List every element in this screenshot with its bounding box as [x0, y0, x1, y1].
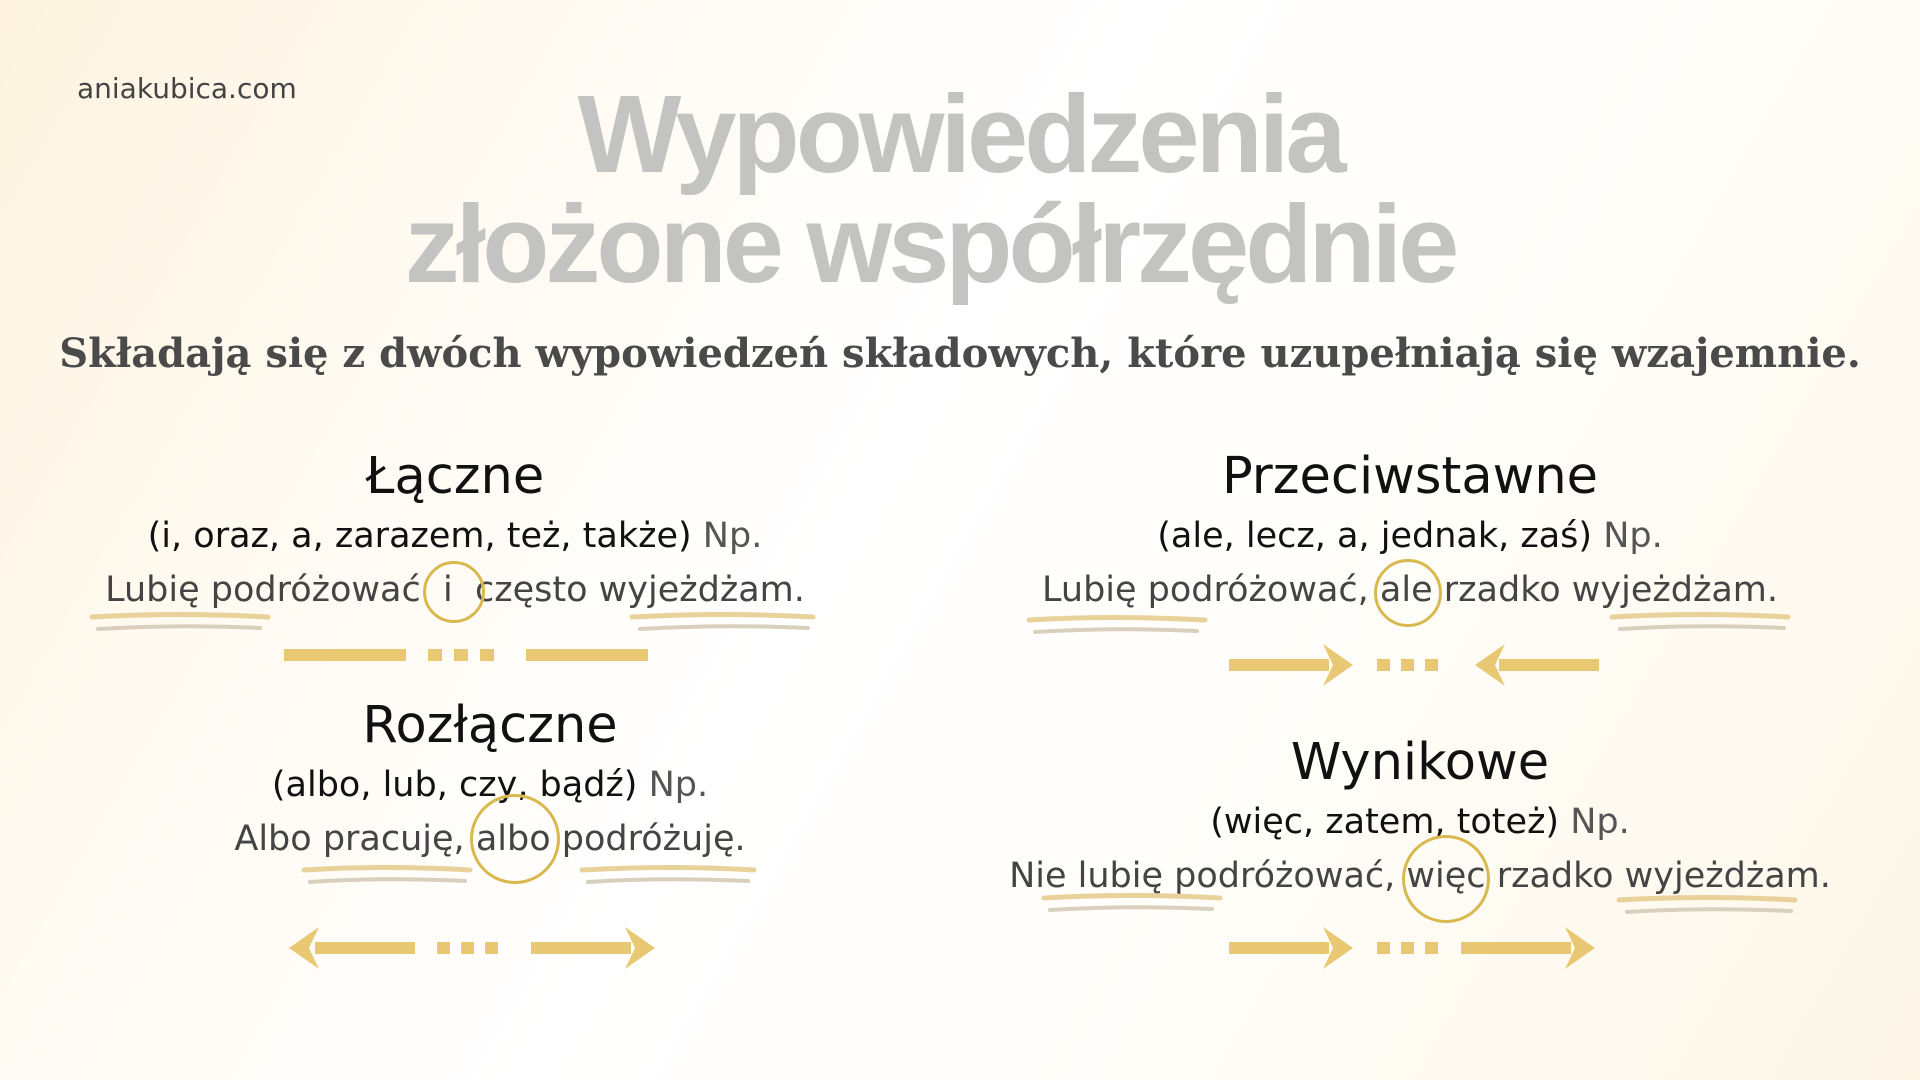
- page-title-line2: złożone współrzędnie: [404, 183, 1456, 306]
- section-laczne: [65, 445, 845, 617]
- section-heading: Rozłączne: [362, 696, 618, 755]
- conjunction-list: [1000, 795, 1840, 849]
- highlight-stroke: [88, 607, 273, 637]
- example-clause-1: Lubię podróżować: [105, 570, 421, 610]
- example-conjunction-text: ale: [1379, 570, 1433, 610]
- example-clause-1: Albo pracuję,: [234, 819, 465, 859]
- np-label: Np.: [648, 765, 709, 805]
- conjunction-list-text: (więc, zatem, toteż): [1210, 802, 1560, 842]
- section-heading: Łączne: [365, 447, 545, 506]
- diagram-arrows-inward: [1225, 640, 1605, 690]
- example-conjunction: [476, 812, 551, 866]
- conjunction-list-text: (albo, lub, czy, bądź): [271, 765, 638, 805]
- np-label: Np.: [702, 516, 763, 556]
- highlight-stroke: [628, 607, 818, 637]
- highlight-stroke: [1025, 610, 1210, 640]
- page-title-line1: Wypowiedzenia: [577, 73, 1343, 196]
- np-label: Np.: [1570, 802, 1630, 842]
- conjunction-list: [100, 758, 880, 812]
- conjunction-list: [1020, 509, 1800, 563]
- site-url: aniakubica.com: [77, 72, 297, 105]
- np-label: Np.: [1603, 516, 1663, 556]
- example-clause-2: podróżuję.: [561, 819, 746, 859]
- highlight-stroke: [1040, 888, 1225, 918]
- section-heading: Przeciwstawne: [1221, 447, 1599, 506]
- example-sentence: [100, 812, 880, 866]
- section-heading: Wynikowe: [1290, 733, 1550, 792]
- section-przeciwstawne: [1020, 445, 1800, 617]
- diagram-arrows-outward: [285, 923, 665, 973]
- example-clause-2: często wyjeżdżam.: [475, 570, 805, 610]
- conjunction-list-text: (ale, lecz, a, jednak, zaś): [1157, 516, 1593, 556]
- example-conjunction: [1406, 849, 1485, 903]
- example-conjunction-text: więc: [1406, 856, 1486, 896]
- diagram-arrows-forward: [1225, 923, 1605, 973]
- example-conjunction-text: albo: [475, 819, 551, 859]
- example-conjunction: [1380, 563, 1433, 617]
- example-conjunction-text: i: [443, 570, 453, 610]
- highlight-stroke: [1608, 607, 1793, 637]
- section-wynikowe: [1000, 731, 1840, 903]
- highlight-stroke: [1615, 890, 1800, 920]
- conjunction-list-text: (i, oraz, a, zarazem, też, także): [147, 516, 692, 556]
- subtitle: Składają się z dwóch wypowiedzeń składowych, które uzupełniają się wzajemnie.: [59, 330, 1861, 377]
- example-conjunction: [432, 563, 464, 617]
- highlight-stroke: [578, 860, 758, 890]
- example-clause-1: Lubię podróżować,: [1042, 570, 1369, 610]
- example-clause-1: Nie lubię podróżować,: [1009, 856, 1396, 896]
- conjunction-list: [65, 509, 845, 563]
- page-title: [0, 73, 1920, 306]
- diagram-dashes: [280, 645, 660, 665]
- example-clause-2: rzadko wyjeżdżam.: [1443, 570, 1778, 610]
- example-clause-2: rzadko wyjeżdżam.: [1496, 856, 1831, 896]
- highlight-stroke: [300, 860, 475, 890]
- section-rozlaczne: [100, 694, 880, 866]
